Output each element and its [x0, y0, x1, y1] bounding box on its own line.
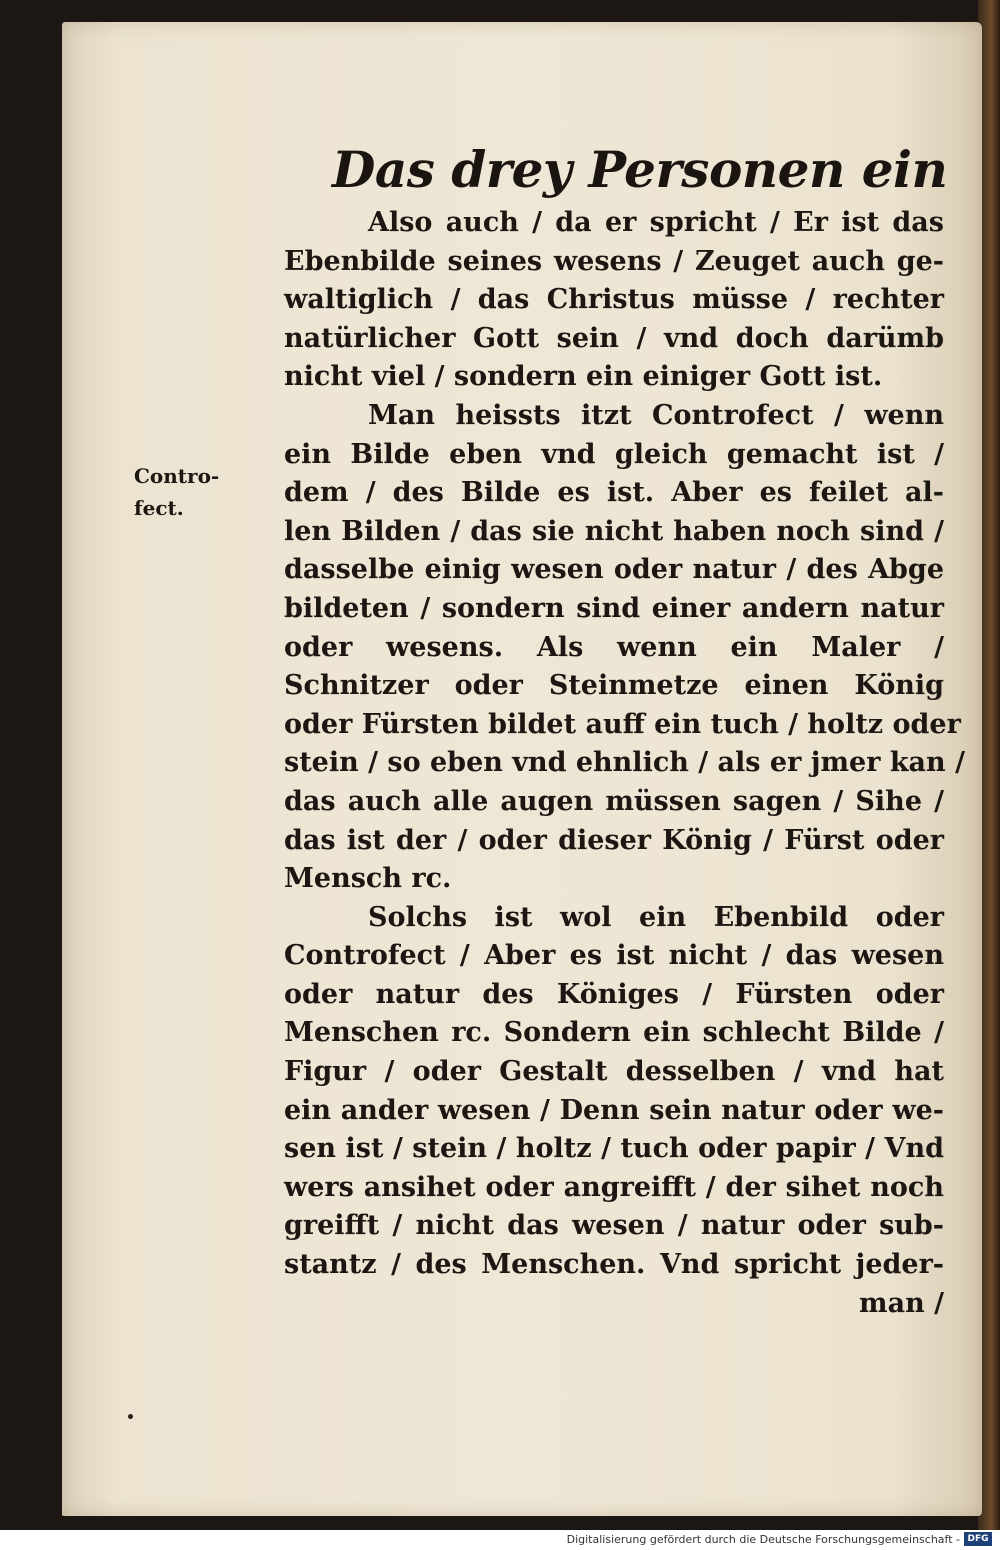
text-line: oder Fürsten bildet auff ein tuch / holtz oder	[284, 708, 961, 740]
text-line: sen ist / stein / holtz / tuch oder papir / Vnd	[284, 1133, 944, 1165]
text-line: len Bilden / das sie nicht haben noch sind /	[284, 515, 944, 547]
text-line: bildeten / sondern sind einer andern natur	[284, 592, 944, 624]
text-line: stantz / des Menschen. Vnd spricht jeder-	[284, 1249, 944, 1281]
text-line: oder wesens. Als wenn ein Maler /	[284, 631, 944, 663]
dfg-logo: DFG	[964, 1532, 992, 1546]
text-line: oder natur des Königes / Fürsten oder	[284, 978, 944, 1010]
text-line: ein Bilde eben vnd gleich gemacht ist /	[284, 438, 944, 470]
text-line: das ist der / oder dieser König / Fürst oder	[284, 824, 944, 856]
text-line: Solchs ist wol ein Ebenbild oder	[368, 901, 944, 933]
text-line: Also auch / da er spricht / Er ist das	[368, 207, 944, 238]
text-line: Man heissts itzt Controfect / wenn	[368, 399, 944, 431]
text-line: greifft / nicht das wesen / natur oder sub-	[284, 1210, 944, 1242]
margin-note	[134, 460, 219, 524]
running-title: Das drey Personen ein	[332, 140, 948, 199]
text-line: Mensch rc.	[284, 863, 452, 895]
text-line: nicht viel / sondern ein einiger Gott ist.	[284, 361, 883, 393]
text-line: wers ansihet oder angreifft / der sihet noch	[284, 1171, 944, 1203]
text-line: dasselbe einig wesen oder natur / des Abge	[284, 554, 944, 586]
text-line: ein ander wesen / Denn sein natur oder we-	[284, 1094, 944, 1126]
catchword: man /	[859, 1287, 944, 1319]
margin-note-line: Contro-	[134, 464, 220, 488]
text-line: dem / des Bilde es ist. Aber es feilet al-	[284, 477, 944, 509]
margin-note-line: fect.	[134, 496, 184, 520]
text-line: natürlicher Gott sein / vnd doch darümb	[284, 322, 944, 354]
text-line: Figur / oder Gestalt desselben / vnd hat	[284, 1056, 944, 1088]
text-line: stein / so eben vnd ehnlich / als er jmer kan /	[284, 747, 965, 779]
ink-speck	[128, 1414, 133, 1419]
text-line: waltiglich / das Christus müsse / rechter	[284, 284, 944, 316]
text-line: Menschen rc. Sondern ein schlecht Bilde /	[284, 1017, 944, 1049]
text-line: das auch alle augen müssen sagen / Sihe /	[284, 785, 944, 817]
text-line: Controfect / Aber es ist nicht / das wesen	[284, 940, 944, 972]
book-page	[62, 22, 982, 1516]
funding-credit: Digitalisierung gefördert durch die Deutsche Forschungsgemeinschaft -	[566, 1533, 960, 1546]
text-line: Ebenbilde seines wesens / Zeuget auch ge-	[284, 245, 944, 277]
text-line: Schnitzer oder Steinmetze einen König	[284, 670, 944, 702]
body-text	[284, 204, 965, 1323]
